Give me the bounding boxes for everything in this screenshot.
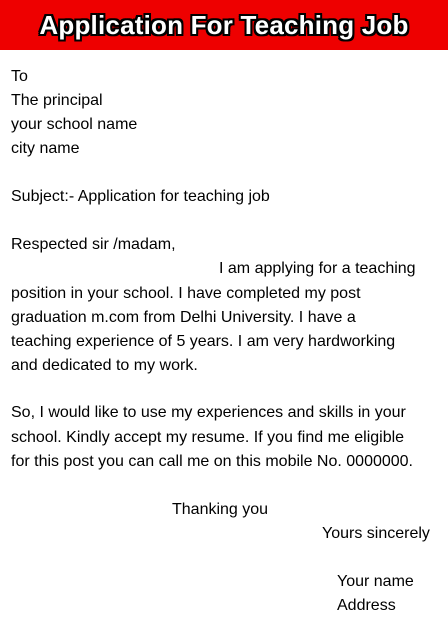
address-recipient: The principal xyxy=(11,92,103,109)
paragraph-1-line-2: position in your school. I have completed my post xyxy=(11,285,361,302)
paragraph-1-line-4: teaching experience of 5 years. I am very hardworking xyxy=(11,333,396,350)
paragraph-1-line-5: and dedicated to my work. xyxy=(11,357,198,374)
closing-thanks: Thanking you xyxy=(172,501,269,518)
address-to: To xyxy=(11,68,28,85)
paragraph-2-line-2: school. Kindly accept my resume. If you find me eligible xyxy=(11,429,405,446)
address-city: city name xyxy=(11,140,80,157)
paragraph-2-line-1: So, I would like to use my experiences and skills in your xyxy=(11,404,406,421)
address-school: your school name xyxy=(11,116,138,133)
paragraph-2-line-3: for this post you can call me on this mobile No. 0000000. xyxy=(11,453,413,470)
paragraph-1-line-1: I am applying for a teaching xyxy=(219,260,416,277)
salutation: Respected sir /madam, xyxy=(11,236,176,253)
closing-address: Address xyxy=(337,597,396,614)
title-banner xyxy=(0,0,448,50)
closing-sign-off: Yours sincerely xyxy=(322,525,430,542)
closing-name: Your name xyxy=(337,573,414,590)
subject-line: Subject:- Application for teaching job xyxy=(11,188,270,205)
page-title: Application For Teaching Job xyxy=(39,9,409,40)
paragraph-1-line-3: graduation m.com from Delhi University. I have a xyxy=(11,309,356,326)
